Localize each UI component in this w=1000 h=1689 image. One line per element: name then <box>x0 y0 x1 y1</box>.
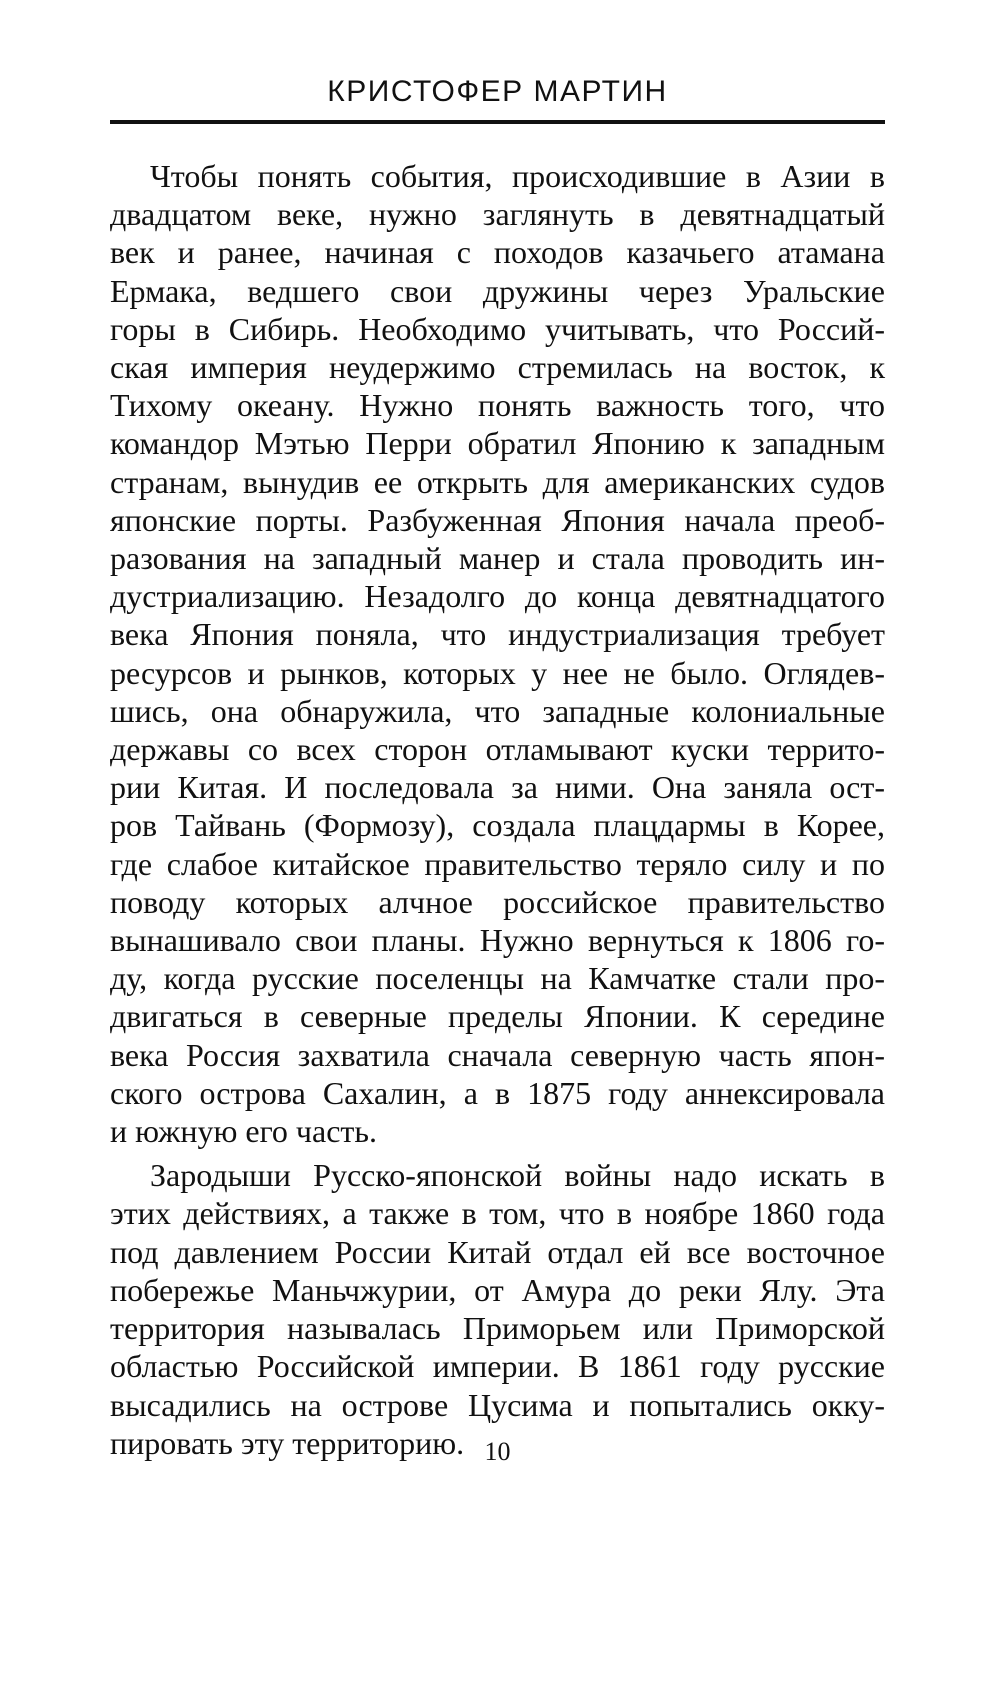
text-line: державы со всех сторон отламывают куски террито- <box>110 731 885 768</box>
text-line: высадились на острове Цусима и попытались окку- <box>110 1386 885 1423</box>
text-line: ров Тайвань (Формозу), создала плацдармы в Корее, <box>110 807 885 844</box>
text-line: шись, она обнаружила, что западные колониальные <box>110 692 885 729</box>
text-line: века Россия захватила сначала северную часть япон- <box>110 1036 885 1073</box>
text-line: ского острова Сахалин, а в 1875 году аннексировала <box>110 1074 885 1111</box>
text-line: где слабое китайское правительство теряло силу и по <box>110 845 885 882</box>
body-text <box>110 157 885 1462</box>
text-line: Зародыши Русско-японской войны надо искать в <box>150 1157 885 1194</box>
page-number: 10 <box>484 1437 511 1466</box>
text-line: Чтобы понять события, происходившие в Азии в <box>150 158 885 194</box>
text-line: век и ранее, начиная с походов казачьего атамана <box>110 234 885 271</box>
text-line: побережье Маньчжурии, от Амура до реки Ялу. Эта <box>110 1271 885 1308</box>
text-line: странам, вынудив ее открыть для американских судов <box>110 463 885 500</box>
paragraph <box>110 1156 885 1462</box>
text-line: территория называлась Приморьем или Приморской <box>110 1310 885 1347</box>
text-line: поводу которых алчное российское правительство <box>110 883 885 920</box>
text-line: пировать эту территорию. <box>110 1424 465 1461</box>
text-line: ду, когда русские поселенцы на Камчатке стали про- <box>110 960 885 997</box>
text-line: двигаться в северные пределы Японии. К середине <box>110 998 885 1035</box>
paragraph <box>110 157 885 1150</box>
text-line: рии Китая. И последовала за ними. Она заняла ост- <box>110 769 885 806</box>
text-line: разования на западный манер и стала проводить ин- <box>110 540 885 577</box>
text-line: командор Мэтью Перри обратил Японию к западным <box>110 425 885 462</box>
text-line: областью Российской империи. В 1861 году русские <box>110 1348 885 1385</box>
text-line: и южную его часть. <box>110 1113 377 1150</box>
text-line: века Япония поняла, что индустриализация требует <box>110 616 885 653</box>
header-rule <box>110 120 885 124</box>
text-line: Тихому океану. Нужно понять важность того, что <box>110 387 885 424</box>
running-header: КРИСТОФЕР МАРТИН <box>327 75 668 108</box>
text-line: двадцатом веке, нужно заглянуть в девятнадцатый <box>110 196 885 233</box>
text-line: японские порты. Разбуженная Япония начала преоб- <box>110 501 885 538</box>
text-line: под давлением России Китай отдал ей все восточное <box>110 1233 885 1270</box>
text-line: ская империя неудержимо стремилась на восток, к <box>110 349 885 386</box>
text-line: горы в Сибирь. Необходимо учитывать, что Россий- <box>110 310 885 347</box>
text-line: этих действиях, а также в том, что в ноябре 1860 года <box>110 1195 885 1232</box>
text-line: Ермака, ведшего свои дружины через Уральские <box>110 272 885 309</box>
text-line: дустриализацию. Незадолго до конца девятнадцатого <box>110 578 885 615</box>
text-line: ресурсов и рынков, которых у нее не было. Оглядев- <box>110 654 885 691</box>
text-line: вынашивало свои планы. Нужно вернуться к 1806 го- <box>110 922 885 959</box>
